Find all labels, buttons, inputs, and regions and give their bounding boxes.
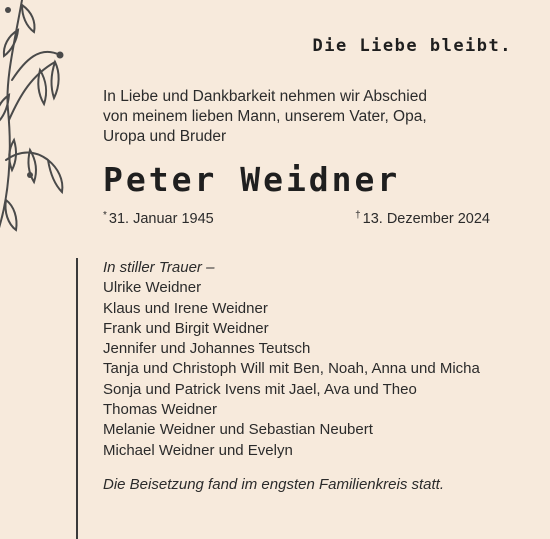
farewell-intro (103, 87, 523, 147)
mourner-entry: Sonja und Patrick Ivens mit Jael, Ava und Theo (103, 380, 417, 398)
death-date-text: 13. Dezember 2024 (362, 211, 490, 227)
mourner-entry: Jennifer und Johannes Teutsch (103, 340, 311, 358)
intro-line: Uropa und Bruder (103, 128, 227, 145)
leafy-branch-icon (0, 0, 90, 245)
motto-heading: Die Liebe bleibt. (312, 36, 512, 56)
intro-line: von meinem lieben Mann, unserem Vater, Opa, (103, 108, 427, 125)
birth-symbol: * (103, 210, 107, 221)
mourner-entry: Tanja und Christoph Will mit Ben, Noah, Anna und Micha (103, 360, 480, 378)
mourner-entry: Frank und Birgit Weidner (103, 319, 269, 337)
mourners-list (103, 258, 543, 461)
vertical-divider (76, 258, 78, 539)
mourner-entry: Thomas Weidner (103, 401, 217, 419)
mourner-entry: Melanie Weidner und Sebastian Neubert (103, 421, 373, 439)
birth-date-text: 31. Januar 1945 (108, 211, 214, 227)
deceased-name: Peter Weidner (103, 160, 401, 199)
burial-note: Die Beisetzung fand im engsten Familienkreis statt. (103, 476, 444, 493)
mourner-entry: Ulrike Weidner (103, 279, 202, 297)
mourner-entry: Michael Weidner und Evelyn (103, 441, 293, 459)
mourners-lead: In stiller Trauer – (103, 259, 215, 276)
death-date (355, 210, 490, 227)
mourner-entry: Klaus und Irene Weidner (103, 299, 268, 317)
intro-line: In Liebe und Dankbarkeit nehmen wir Abschied (103, 88, 427, 105)
death-symbol: † (355, 210, 361, 221)
birth-date (103, 210, 214, 227)
